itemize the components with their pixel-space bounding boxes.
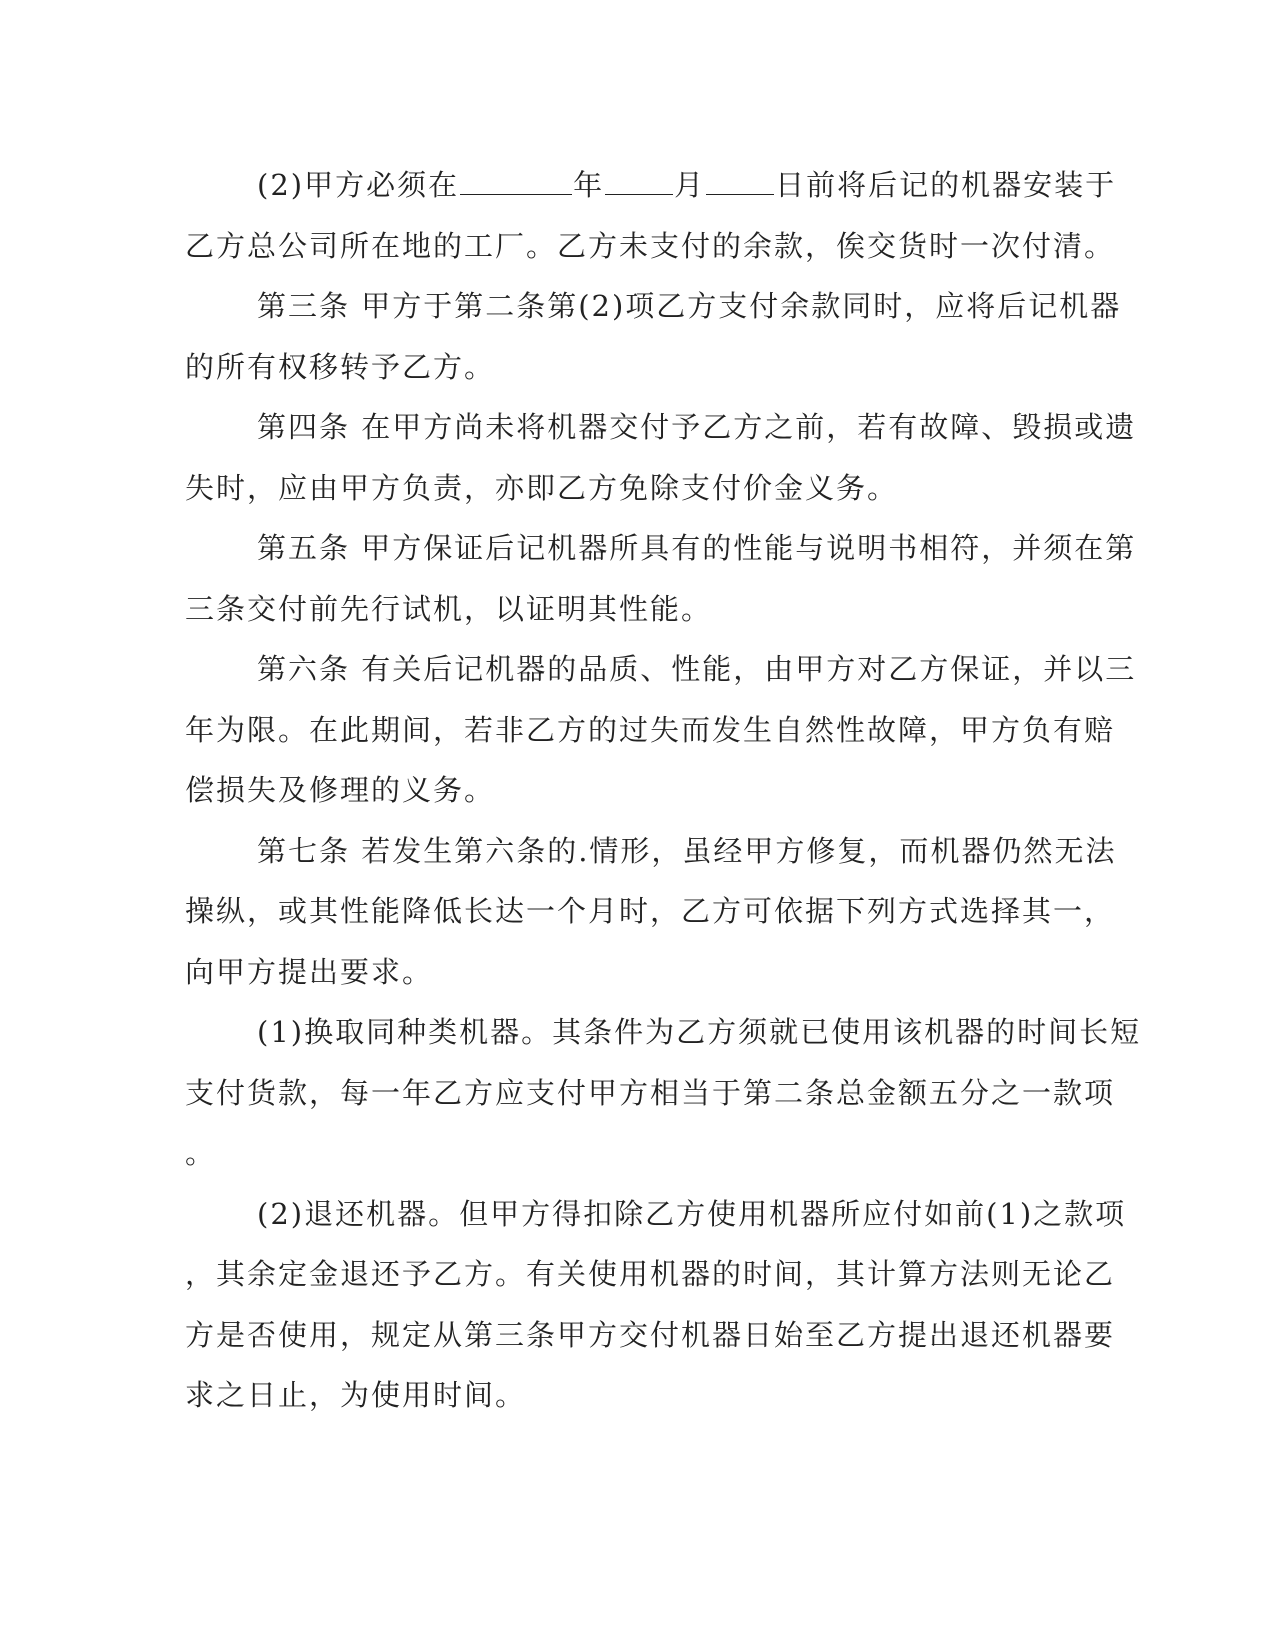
text-line: 乙方总公司所在地的工厂。乙方未支付的余款，俟交货时一次付清。	[185, 228, 1116, 263]
text-line: 三条交付前先行试机，以证明其性能。	[185, 591, 713, 626]
blank-day-field	[706, 168, 774, 195]
text-segment: (2)甲方必须在	[257, 168, 460, 202]
paragraph-article-7	[185, 821, 1117, 1003]
text-line: 。	[185, 1136, 217, 1170]
text-line: ，其余定金退还予乙方。有关使用机器的时间，其计算方法则无论乙	[185, 1257, 1116, 1291]
text-segment: 日前将后记的机器安装于	[775, 168, 1117, 202]
text-line: 年为限。在此期间，若非乙方的过失而发生自然性故障，甲方负有赔	[185, 712, 1116, 747]
text-line: (1)换取同种类机器。其条件为乙方须就已使用该机器的时间长短	[257, 1015, 1142, 1049]
text-line: 失时，应由甲方负责，亦即乙方免除支付价金义务。	[185, 470, 899, 505]
blank-month-field	[605, 168, 673, 195]
text-line	[185, 155, 1117, 216]
text-line: 向甲方提出要求。	[185, 954, 434, 989]
text-line: 第六条 有关后记机器的品质、性能，由甲方对乙方保证，并以三	[257, 652, 1137, 686]
paragraph-article-3	[185, 276, 1122, 397]
text-line: (2)退还机器。但甲方得扣除乙方使用机器所应付如前(1)之款项	[257, 1196, 1127, 1231]
text-line: 第四条 在甲方尚未将机器交付予乙方之前，若有故障、毁损或遗	[257, 410, 1137, 444]
paragraph-option-1	[185, 1002, 1142, 1184]
paragraph-option-2	[185, 1184, 1127, 1426]
text-line: 支付货款，每一年乙方应支付甲方相当于第二条总金额五分之一款项	[185, 1075, 1116, 1110]
text-line: 操纵，或其性能降低长达一个月时，乙方可依据下列方式选择其一，	[185, 894, 1116, 928]
text-segment: 月	[674, 168, 706, 202]
text-line: 第七条 若发生第六条的.情形，虽经甲方修复，而机器仍然无法	[257, 833, 1117, 868]
text-line: 方是否使用，规定从第三条甲方交付机器日始至乙方提出退还机器要	[185, 1317, 1116, 1352]
text-line: 第三条 甲方于第二条第(2)项乙方支付余款同时，应将后记机器	[257, 289, 1122, 323]
paragraph-article-5	[185, 518, 1137, 639]
text-line: 求之日止，为使用时间。	[185, 1378, 527, 1412]
document-body	[185, 155, 1142, 1426]
text-line: 偿损失及修理的义务。	[185, 773, 496, 807]
text-line: 第五条 甲方保证后记机器所具有的性能与说明书相符，并须在第	[257, 531, 1137, 565]
paragraph-article-6	[185, 639, 1137, 821]
text-line: 的所有权移转予乙方。	[185, 349, 496, 384]
paragraph-article-4	[185, 397, 1137, 518]
text-segment: 年	[573, 168, 605, 202]
paragraph-payment-installation	[185, 155, 1117, 276]
blank-year-field	[460, 168, 572, 195]
